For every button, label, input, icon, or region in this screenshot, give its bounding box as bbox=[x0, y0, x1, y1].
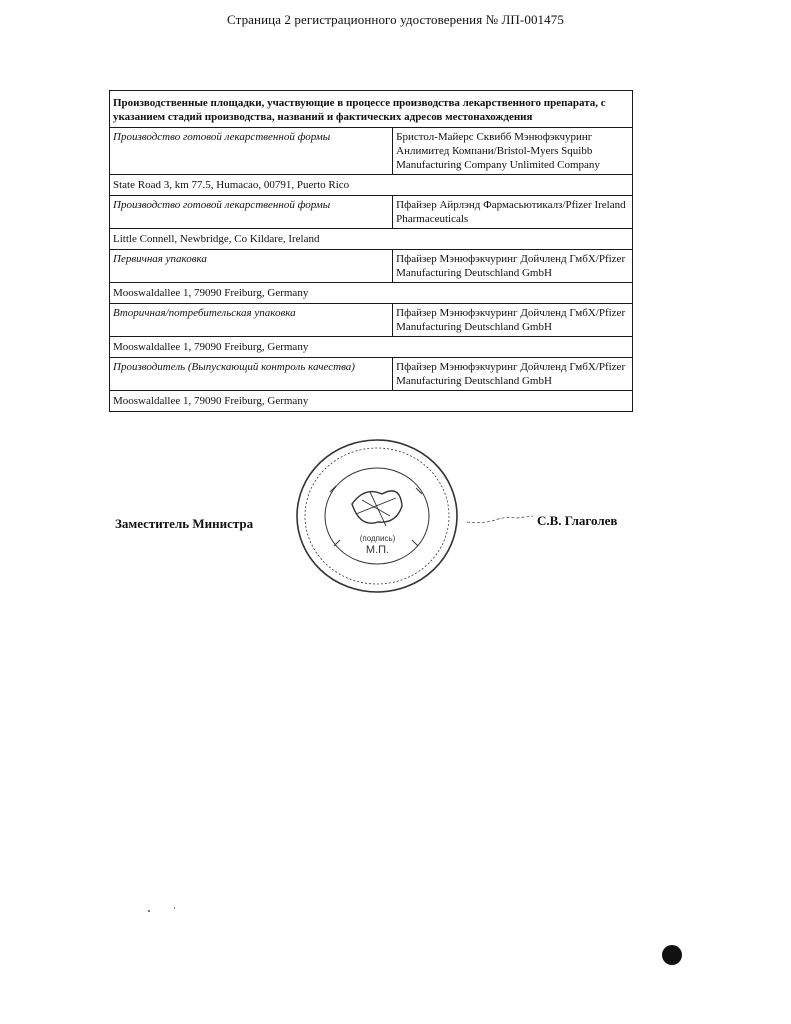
table-row bbox=[110, 250, 633, 283]
table-heading: Производственные площадки, участвующие в процессе производства лекарственного препарата, с указанием стадий производства, названий и фактических адресов местонахождения bbox=[110, 91, 633, 128]
table-row bbox=[110, 358, 633, 391]
table-row bbox=[110, 196, 633, 229]
scan-speck bbox=[174, 907, 175, 909]
official-stamp bbox=[290, 434, 465, 599]
scan-speck bbox=[148, 910, 150, 912]
stamp-seal-icon bbox=[290, 434, 465, 599]
address-row bbox=[110, 175, 633, 196]
scan-dot-mark bbox=[662, 945, 682, 965]
address-row bbox=[110, 337, 633, 358]
address-cell: Little Connell, Newbridge, Co Kildare, Ireland bbox=[110, 229, 633, 250]
stage-cell: Производство готовой лекарственной формы bbox=[110, 128, 393, 175]
page-title: Страница 2 регистрационного удостоверения № ЛП-001475 bbox=[227, 12, 564, 27]
address-cell: Mooswaldallee 1, 79090 Freiburg, Germany bbox=[110, 391, 633, 412]
table-row bbox=[110, 304, 633, 337]
company-cell: Бристол-Майерс Сквибб Мэнюфэкчуринг Анлимитед Компани/Bristol-Myers Squibb Manufacturing Company Unlimited Company bbox=[393, 128, 633, 175]
company-cell: Пфайзер Мэнюфэкчуринг Дойчленд ГмбХ/Pfizer Manufacturing Deutschland GmbH bbox=[393, 250, 633, 283]
company-cell: Пфайзер Мэнюфэкчуринг Дойчленд ГмбХ/Pfizer Manufacturing Deutschland GmbH bbox=[393, 358, 633, 391]
address-cell: Mooswaldallee 1, 79090 Freiburg, Germany bbox=[110, 337, 633, 358]
signature-scribble bbox=[465, 514, 535, 526]
production-sites-table bbox=[109, 90, 633, 412]
table-heading-row bbox=[110, 91, 633, 128]
company-cell: Пфайзер Мэнюфэкчуринг Дойчленд ГмбХ/Pfizer Manufacturing Deutschland GmbH bbox=[393, 304, 633, 337]
stage-cell: Первичная упаковка bbox=[110, 250, 393, 283]
address-cell: Mooswaldallee 1, 79090 Freiburg, Germany bbox=[110, 283, 633, 304]
stage-cell: Вторичная/потребительская упаковка bbox=[110, 304, 393, 337]
signatory-position: Заместитель Министра bbox=[115, 516, 254, 531]
address-cell: State Road 3, km 77.5, Humacao, 00791, Puerto Rico bbox=[110, 175, 633, 196]
address-row bbox=[110, 229, 633, 250]
stage-cell: Производитель (Выпускающий контроль качества) bbox=[110, 358, 393, 391]
address-row bbox=[110, 283, 633, 304]
stamp-mp-label: М.П. bbox=[365, 544, 390, 556]
table-row bbox=[110, 128, 633, 175]
stage-cell: Производство готовой лекарственной формы bbox=[110, 196, 393, 229]
signatory-name: С.В. Глаголев bbox=[537, 513, 618, 528]
company-cell: Пфайзер Айрлэнд Фармасьютикалз/Pfizer Ireland Pharmaceuticals bbox=[393, 196, 633, 229]
stamp-signature-caption: (подпись) bbox=[359, 534, 396, 543]
address-row bbox=[110, 391, 633, 412]
